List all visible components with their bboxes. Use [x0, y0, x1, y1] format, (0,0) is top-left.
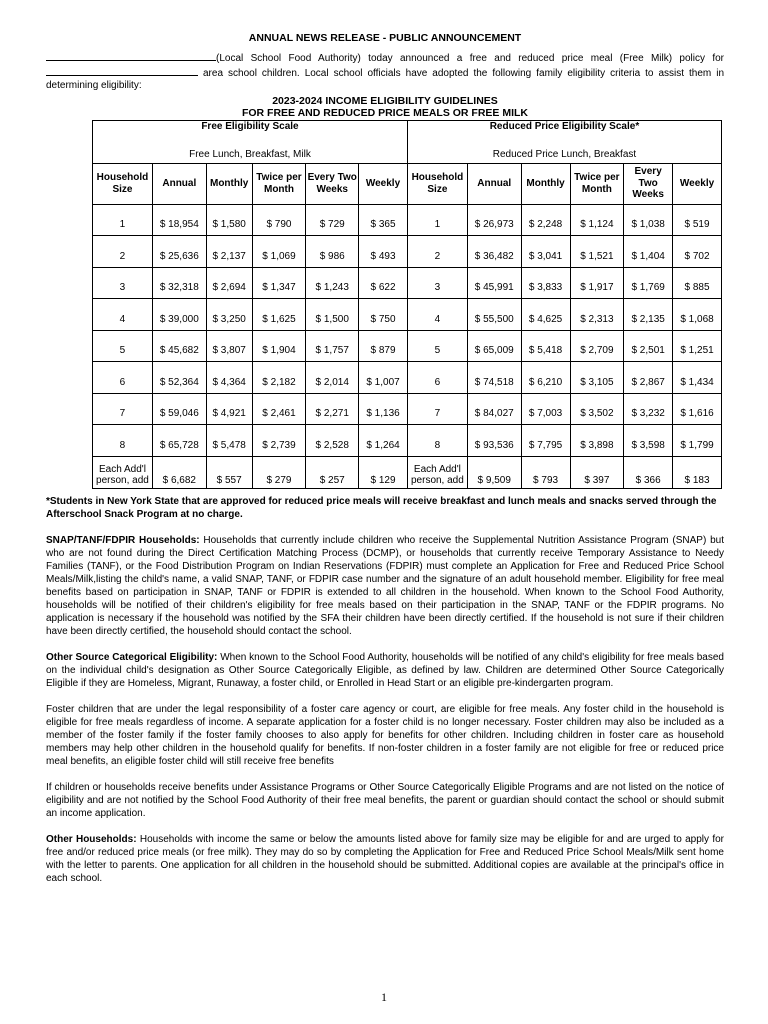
- free-amount-cell: $ 2,739: [252, 425, 306, 457]
- section-paragraph: [46, 781, 724, 820]
- reduced-amount-cell: $ 1,124: [570, 204, 624, 236]
- free-amount-cell: $ 365: [359, 204, 408, 236]
- document-page: [46, 32, 724, 885]
- reduced-col-header: Every Two Weeks: [624, 163, 673, 204]
- reduced-amount-cell: $ 3,898: [570, 425, 624, 457]
- free-amount-cell: $ 2,528: [306, 425, 359, 457]
- page-number: 1: [381, 990, 387, 1004]
- free-col-header: Weekly: [359, 163, 408, 204]
- free-col-header: Household Size: [93, 163, 153, 204]
- reduced-amount-cell: $ 2,135: [624, 299, 673, 331]
- table-row: [93, 204, 722, 236]
- free-amount-cell: $ 4,364: [206, 362, 252, 394]
- household-size-cell: 5: [407, 330, 467, 362]
- additional-label-line2: person, add: [410, 475, 464, 486]
- household-size-cell: 8: [407, 425, 467, 457]
- free-amount-cell: $ 1,136: [359, 393, 408, 425]
- table-row: [93, 267, 722, 299]
- reduced-amount-cell: $ 1,404: [624, 236, 673, 268]
- free-amount-cell: $ 1,007: [359, 362, 408, 394]
- section-heading: Other Source Categorical Eligibility:: [46, 651, 218, 663]
- reduced-amount-cell: $ 2,248: [521, 204, 570, 236]
- household-size-cell: 5: [93, 330, 153, 362]
- free-amount-cell: $ 1,580: [206, 204, 252, 236]
- guidelines-title-2: FOR FREE AND REDUCED PRICE MEALS OR FREE MILK: [241, 107, 529, 119]
- reduced-amount-cell: $ 3,105: [570, 362, 624, 394]
- reduced-amount-cell: $ 3,833: [521, 267, 570, 299]
- free-col-header: Monthly: [206, 163, 252, 204]
- section-text: Households with income the same or below the amounts listed above for family size may be eligible for and are urged to apply for free and/or reduced price meals (or free milk). They may do so by completing the Application for Free and Reduced Price School Meals/Milk sent home with the letter to parents. One application for all children in the household should be submitted. Additional copies are available at the principal's office in each school.: [46, 833, 724, 884]
- household-size-cell: 2: [407, 236, 467, 268]
- reduced-amount-cell: $ 1,521: [570, 236, 624, 268]
- free-amount-cell: $ 1,500: [306, 299, 359, 331]
- free-amount-cell: $ 2,271: [306, 393, 359, 425]
- reduced-additional-amount: $ 793: [521, 456, 570, 488]
- reduced-amount-cell: $ 519: [673, 204, 722, 236]
- reduced-amount-cell: $ 7,003: [521, 393, 570, 425]
- free-amount-cell: $ 879: [359, 330, 408, 362]
- table-row: [93, 236, 722, 268]
- section-heading: SNAP/TANF/FDPIR Households:: [46, 534, 200, 546]
- reduced-scale-header: [407, 120, 721, 163]
- intro-text-1: (Local School Food Authority) today announced a free and reduced price meal (Free Milk) policy for: [216, 53, 724, 64]
- reduced-amount-cell: $ 1,917: [570, 267, 624, 299]
- reduced-col-header: Monthly: [521, 163, 570, 204]
- eligibility-table: [92, 120, 722, 489]
- free-amount-cell: $ 39,000: [152, 299, 206, 331]
- reduced-amount-cell: $ 3,502: [570, 393, 624, 425]
- additional-person-label: [93, 456, 153, 488]
- free-additional-amount: $ 129: [359, 456, 408, 488]
- reduced-col-header: Household Size: [407, 163, 467, 204]
- free-amount-cell: $ 18,954: [152, 204, 206, 236]
- section-text: Foster children that are under the legal responsibility of a foster care agency or court, are eligible for free meals. Any foster child in the household is eligible for free meals regardless of income. A separate application for a foster child is no longer necessary. Foster children may also be included as a member of the foster family if the foster family chooses to also apply for benefits for other children. Including children in foster care as household members may help other children in the household qualify for benefits. If non-foster children in a foster family are not eligible for free or reduced price meal benefits, an eligible foster child will still receive free benefits: [46, 703, 724, 767]
- section-paragraph: [46, 833, 724, 885]
- free-amount-cell: $ 3,250: [206, 299, 252, 331]
- reduced-amount-cell: $ 885: [673, 267, 722, 299]
- reduced-amount-cell: $ 2,313: [570, 299, 624, 331]
- reduced-col-header: Weekly: [673, 163, 722, 204]
- reduced-scale-subtitle: Reduced Price Lunch, Breakfast: [492, 149, 637, 160]
- section-paragraph: [46, 651, 724, 690]
- free-amount-cell: $ 493: [359, 236, 408, 268]
- free-amount-cell: $ 729: [306, 204, 359, 236]
- reduced-amount-cell: $ 6,210: [521, 362, 570, 394]
- free-amount-cell: $ 4,921: [206, 393, 252, 425]
- free-amount-cell: $ 2,014: [306, 362, 359, 394]
- page-title: ANNUAL NEWS RELEASE - PUBLIC ANNOUNCEMENT: [248, 32, 522, 44]
- reduced-additional-amount: $ 397: [570, 456, 624, 488]
- household-size-cell: 3: [407, 267, 467, 299]
- reduced-additional-amount: $ 366: [624, 456, 673, 488]
- household-size-cell: 6: [407, 362, 467, 394]
- free-col-header: Every Two Weeks: [306, 163, 359, 204]
- free-scale-title: Free Eligibility Scale: [201, 120, 299, 132]
- free-col-header: Annual: [152, 163, 206, 204]
- table-row: [93, 362, 722, 394]
- free-amount-cell: $ 1,069: [252, 236, 306, 268]
- reduced-amount-cell: $ 1,251: [673, 330, 722, 362]
- intro-paragraph: [46, 51, 724, 93]
- free-amount-cell: $ 986: [306, 236, 359, 268]
- section-paragraph: [46, 534, 724, 638]
- free-amount-cell: $ 2,137: [206, 236, 252, 268]
- reduced-amount-cell: $ 2,867: [624, 362, 673, 394]
- table-row: [93, 330, 722, 362]
- reduced-amount-cell: $ 84,027: [467, 393, 521, 425]
- household-size-cell: 2: [93, 236, 153, 268]
- free-amount-cell: $ 59,046: [152, 393, 206, 425]
- table-row: [93, 299, 722, 331]
- reduced-amount-cell: $ 45,991: [467, 267, 521, 299]
- household-size-cell: 4: [93, 299, 153, 331]
- intro-text-2: area school children. Local school officials have adopted the following family eligibility criteria to assist them in determining eligibility:: [46, 67, 725, 91]
- reduced-amount-cell: $ 1,799: [673, 425, 722, 457]
- table-row: [93, 425, 722, 457]
- reduced-amount-cell: $ 55,500: [467, 299, 521, 331]
- additional-person-label: [407, 456, 467, 488]
- reduced-amount-cell: $ 5,418: [521, 330, 570, 362]
- section-paragraph: [46, 703, 724, 768]
- reduced-amount-cell: $ 65,009: [467, 330, 521, 362]
- reduced-amount-cell: $ 1,769: [624, 267, 673, 299]
- additional-person-row: [93, 456, 722, 488]
- reduced-amount-cell: $ 36,482: [467, 236, 521, 268]
- blank-line-sfa: [46, 51, 216, 61]
- reduced-amount-cell: $ 26,973: [467, 204, 521, 236]
- column-header-row: [93, 163, 722, 204]
- reduced-amount-cell: $ 2,501: [624, 330, 673, 362]
- free-scale-header: [93, 120, 408, 163]
- free-amount-cell: $ 1,625: [252, 299, 306, 331]
- reduced-amount-cell: $ 1,068: [673, 299, 722, 331]
- reduced-amount-cell: $ 1,434: [673, 362, 722, 394]
- reduced-additional-amount: $ 183: [673, 456, 722, 488]
- household-size-cell: 4: [407, 299, 467, 331]
- free-amount-cell: $ 5,478: [206, 425, 252, 457]
- additional-label-line1: Each Add'l: [98, 463, 146, 475]
- footnote: *Students in New York State that are approved for reduced price meals will receive breakfast and lunch meals and snacks served through the Afterschool Snack Program at no charge.: [46, 495, 717, 520]
- household-size-cell: 7: [407, 393, 467, 425]
- guidelines-title-1: 2023-2024 INCOME ELIGIBILITY GUIDELINES: [272, 94, 498, 107]
- reduced-scale-title: Reduced Price Eligibility Scale*: [489, 120, 640, 132]
- section-text: When known to the School Food Authority, households will be notified of any child's eligibility for free meals based on the individual child's designation as Other Source Categorically Eligible, as defined by law. Children are determined Other Source Categorically Eligible if they are Homeless, Migrant, Runaway, a foster child, or Enrolled in Head Start or an eligible pre-kindergarten program.: [46, 651, 724, 689]
- free-amount-cell: $ 2,461: [252, 393, 306, 425]
- section-text: If children or households receive benefits under Assistance Programs or Other Source Categorically Eligible Programs and are not listed on the notice of eligibility and are not notified by the School Food Authority of their free meal benefits, the parent or guardian should contact the school or should submit an income application.: [46, 781, 724, 819]
- free-col-header: Twice per Month: [252, 163, 306, 204]
- reduced-additional-amount: $ 9,509: [467, 456, 521, 488]
- free-additional-amount: $ 557: [206, 456, 252, 488]
- reduced-amount-cell: $ 4,625: [521, 299, 570, 331]
- household-size-cell: 6: [93, 362, 153, 394]
- free-amount-cell: $ 622: [359, 267, 408, 299]
- blank-line-area: [46, 66, 198, 76]
- table-body: [93, 204, 722, 488]
- free-additional-amount: $ 279: [252, 456, 306, 488]
- free-amount-cell: $ 3,807: [206, 330, 252, 362]
- free-amount-cell: $ 52,364: [152, 362, 206, 394]
- section-heading: Other Households:: [46, 833, 137, 845]
- free-amount-cell: $ 1,264: [359, 425, 408, 457]
- household-size-cell: 1: [407, 204, 467, 236]
- reduced-amount-cell: $ 2,709: [570, 330, 624, 362]
- reduced-amount-cell: $ 702: [673, 236, 722, 268]
- free-additional-amount: $ 257: [306, 456, 359, 488]
- reduced-amount-cell: $ 7,795: [521, 425, 570, 457]
- reduced-amount-cell: $ 74,518: [467, 362, 521, 394]
- free-amount-cell: $ 1,757: [306, 330, 359, 362]
- free-amount-cell: $ 45,682: [152, 330, 206, 362]
- free-amount-cell: $ 1,347: [252, 267, 306, 299]
- household-size-cell: 3: [93, 267, 153, 299]
- household-size-cell: 1: [93, 204, 153, 236]
- free-amount-cell: $ 2,182: [252, 362, 306, 394]
- free-amount-cell: $ 25,636: [152, 236, 206, 268]
- reduced-amount-cell: $ 3,598: [624, 425, 673, 457]
- household-size-cell: 7: [93, 393, 153, 425]
- household-size-cell: 8: [93, 425, 153, 457]
- free-amount-cell: $ 1,243: [306, 267, 359, 299]
- reduced-amount-cell: $ 93,536: [467, 425, 521, 457]
- free-amount-cell: $ 65,728: [152, 425, 206, 457]
- reduced-amount-cell: $ 1,616: [673, 393, 722, 425]
- table-row: [93, 393, 722, 425]
- body-sections: [46, 534, 724, 885]
- free-scale-subtitle: Free Lunch, Breakfast, Milk: [189, 149, 311, 160]
- free-amount-cell: $ 1,904: [252, 330, 306, 362]
- free-amount-cell: $ 790: [252, 204, 306, 236]
- reduced-amount-cell: $ 3,041: [521, 236, 570, 268]
- section-text: Households that currently include children who receive the Supplemental Nutrition Assistance Program (SNAP) but who are not found during the Direct Certification Matching Process (DCMP), or households that currently receive Temporary Assistance to Needy Families (TANF), or the Food Distribution Program on Indian Reservations (FDPIR) must complete an Application for Free and Reduced Price School Meals/Milk,listing the child's name, a valid SNAP, TANF, or FDPIR case number and the signature of an adult household member. Eligibility for free meal benefits based on participation in SNAP, TANF or FDPIR is extended to all children in the household. When known to the School Food Authority, households will be notified of their children's eligibility for free meals based on their participation in the SNAP, TANF or the FDPIR programs. No application is necessary if the household was notified by the SFA their children have been directly certified. If the household is not sure if their children have been directly certified, the household should contact the school.: [46, 534, 724, 637]
- additional-label-line2: person, add: [96, 475, 149, 486]
- free-additional-amount: $ 6,682: [152, 456, 206, 488]
- reduced-col-header: Twice per Month: [570, 163, 624, 204]
- reduced-amount-cell: $ 1,038: [624, 204, 673, 236]
- free-amount-cell: $ 2,694: [206, 267, 252, 299]
- additional-label-line1: Each Add'l: [413, 463, 461, 475]
- free-amount-cell: $ 750: [359, 299, 408, 331]
- reduced-amount-cell: $ 3,232: [624, 393, 673, 425]
- free-amount-cell: $ 32,318: [152, 267, 206, 299]
- reduced-col-header: Annual: [467, 163, 521, 204]
